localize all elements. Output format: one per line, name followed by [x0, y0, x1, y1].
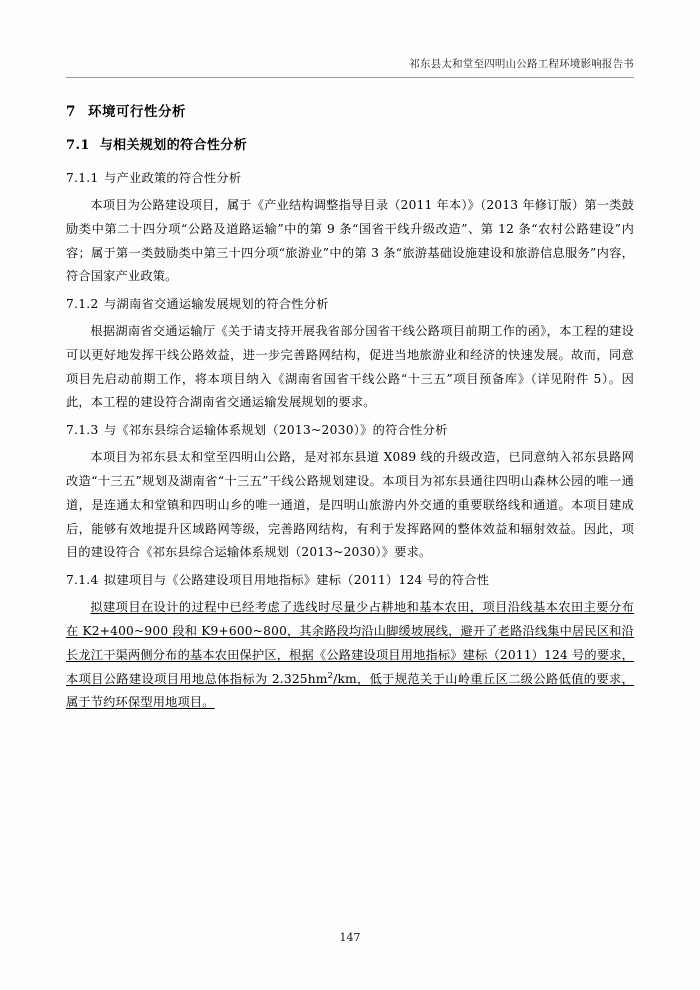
- subsection-title: 与相关规划的符合性分析: [99, 138, 248, 153]
- subsection-number: 7.1: [66, 138, 90, 153]
- subsubsection-heading-2: [66, 295, 634, 312]
- subsection-heading: [66, 134, 634, 153]
- paragraph-1-1: 本项目为公路建设项目，属于《产业结构调整指导目录（2011 年本）》（2013 年修订版）第一类鼓励类中第二十四分项“公路及道路运输”中的第 9 条“国省干线升级改造”、第 12 条“农村公路建设”内容；属于第一类鼓励类中第三十四分项“旅游业”中的第 3 条“旅游基础设施建设和旅游信息服务”内容，符合国家产业政策。: [66, 198, 634, 284]
- subsubsection-heading-4: [66, 571, 634, 588]
- running-title: 祁东县太和堂至四明山公路工程环境影响报告书: [409, 58, 634, 70]
- section-heading: [66, 100, 634, 120]
- section-number: 7: [66, 104, 76, 120]
- paragraph-3-1: 本项目为祁东县太和堂至四明山公路，是对祁东县道 X089 线的升级改造，已同意纳入祁东县路网改造“十三五”规划及湖南省“十三五”干线公路规划建设。本项目为祁东县通往四明山森林公园的唯一通道，是连通太和堂镇和四明山乡的唯一通道，是四明山旅游内外交通的重要联络线和通道。本项目建成后，能够有效地提升区域路网等级，完善路网结构，有利于发挥路网的整体效益和辐射效益。因此，项目的建设符合《祁东县综合运输体系规划（2013~2030）》要求。: [66, 450, 634, 560]
- subsubsection-heading-1: [66, 169, 634, 186]
- subsubsection-number-2: 7.1.2: [66, 297, 99, 312]
- subsubsection-number-3: 7.1.3: [66, 423, 99, 438]
- page-number: 147: [339, 931, 361, 944]
- paragraph-2-1: 根据湖南省交通运输厅《关于请支持开展我省部分国省干线公路项目前期工作的函》，本工程的建设可以更好地发挥干线公路效益，进一步完善路网结构，促进当地旅游业和经济的快速发展。故而，同意项目先启动前期工作，将本项目纳入《湖南省国省干线公路“十三五”项目预备库》（详见附件 5）。因此，本工程的建设符合湖南省交通运输发展规划的要求。: [66, 324, 634, 410]
- subsubsection-number-4: 7.1.4: [66, 573, 99, 588]
- subsubsection-title-4: 拟建项目与《公路建设项目用地指标》建标（2011）124 号的符合性: [104, 573, 490, 588]
- subsubsection-title-3: 与《祁东县综合运输体系规划（2013~2030）》的符合性分析: [104, 423, 448, 438]
- subsubsection-number-1: 7.1.1: [66, 171, 99, 185]
- section-title: 环境可行性分析: [88, 104, 186, 120]
- page-header: [66, 56, 634, 71]
- page-footer: [0, 931, 700, 944]
- paragraph-4-1: 拟建项目在设计的过程中已经考虑了选线时尽量少占耕地和基本农田，项目沿线基本农田主要分布在 K2+400~900 段和 K9+600~800，其余路段均沿山脚缓坡展线，避开了老路沿线集中居民区和沿长龙江干渠两侧分布的基本农田保护区，根据《公路建设项目用地指标》建标（2011）124 号的要求，本项目公路建设项目用地总体指标为 $2.325hm^2/km$，低于规范关于山岭重丘区二级公路低值的要求，属于节约环保型用地项目。: [66, 600, 634, 710]
- subsubsection-title-2: 与湖南省交通运输发展规划的符合性分析: [104, 297, 329, 312]
- subsubsection-heading-3: [66, 421, 634, 438]
- header-divider: [66, 77, 634, 78]
- subsubsection-title-1: 与产业政策的符合性分析: [104, 171, 242, 185]
